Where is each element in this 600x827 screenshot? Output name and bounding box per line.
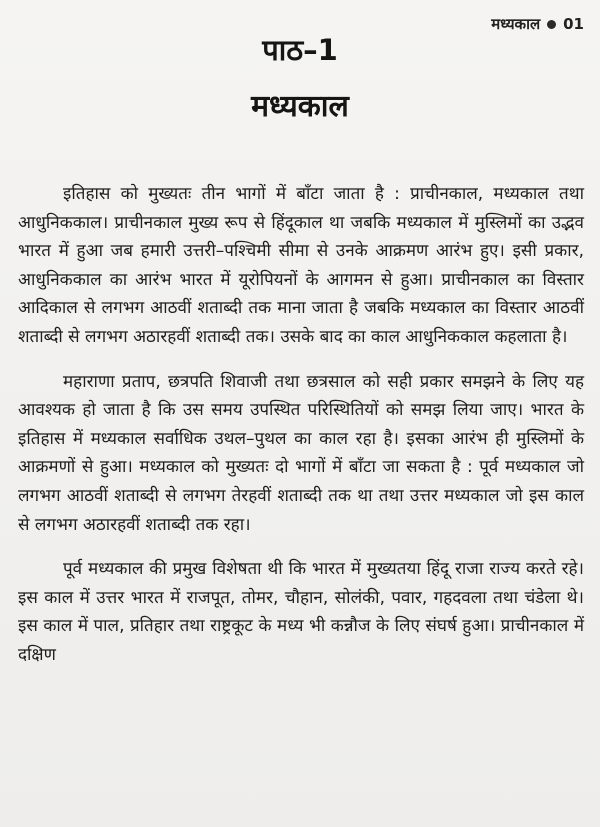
paragraph-1: इतिहास को मुख्यतः तीन भागों में बाँटा जाता है : प्राचीनकाल, मध्यकाल तथा आधुनिककाल। प्राचीनकाल मुख्य रूप से हिंदूकाल था जबकि मध्यकाल में मुस्लिमों का उद्भव भारत में हुआ जब हमारी उत्तरी–पश्चिमी सीमा से उनके आक्रमण आरंभ हुए। इसी प्रकार, आधुनिककाल का आरंभ भारत में यूरोपियनों के आगमन से हुआ। प्राचीनकाल का विस्तार आदिकाल से लगभग आठवीं शताब्दी तक माना जाता है जबकि मध्यकाल का विस्तार आठवीं शताब्दी से लगभग अठारहवीं शताब्दी तक। उसके बाद का काल आधुनिककाल कहलाता है। bbox=[18, 184, 584, 347]
chapter-title: मध्यकाल bbox=[251, 89, 349, 124]
chapter-label: पाठ–1 bbox=[262, 33, 338, 67]
body-text bbox=[18, 180, 584, 670]
paragraph-3: पूर्व मध्यकाल की प्रमुख विशेषता थी कि भारत में मुख्यतया हिंदू राजा राज्य करते रहे। इस काल में उत्तर भारत में राजपूत, तोमर, चौहान, सोलंकी, पवार, गहदवला तथा चंडेला थे। इस काल में पाल, प्रतिहार तथा राष्ट्रकूट के मध्य भी कन्नौज के लिए संघर्ष हुआ। प्राचीनकाल में दक्षिण bbox=[18, 559, 584, 665]
page-number: 01 bbox=[563, 15, 584, 33]
running-title: मध्यकाल bbox=[491, 15, 541, 33]
bullet-dot-icon bbox=[547, 20, 556, 29]
paragraph-2: महाराणा प्रताप, छत्रपति शिवाजी तथा छत्रसाल को सही प्रकार समझने के लिए यह आवश्यक हो जाता है कि उस समय उपस्थित परिस्थितियों को समझ लिया जाए। भारत के इतिहास में मध्यकाल सर्वाधिक उथल–पुथल का काल रहा है। इसका आरंभ ही मुस्लिमों के आक्रमणों से हुआ। मध्यकाल को मुख्यतः दो भागों में बाँटा जा सकता है : पूर्व मध्यकाल जो लगभग आठवीं शताब्दी से लगभग तेरहवीं शताब्दी तक था तथा उत्तर मध्यकाल जो इस काल से लगभग अठारहवीं शताब्दी तक रहा। bbox=[18, 371, 584, 535]
